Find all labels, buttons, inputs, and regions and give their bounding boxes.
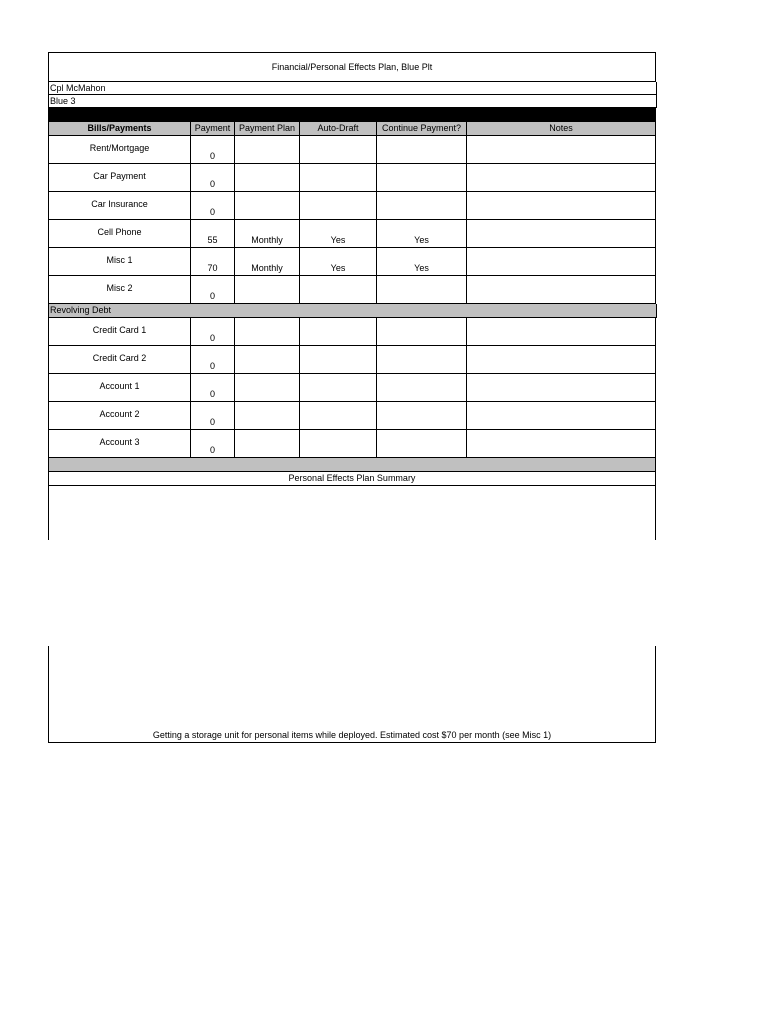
continue-payment-text: Yes [414, 263, 429, 273]
payment-cell[interactable] [191, 164, 235, 191]
gray-separator-row [48, 458, 656, 472]
revolving-debt-section[interactable] [48, 304, 657, 318]
payment-cell[interactable] [191, 346, 235, 373]
continue-payment-cell[interactable] [377, 402, 467, 429]
payment-plan-cell[interactable] [235, 136, 300, 163]
auto-draft-cell[interactable] [300, 220, 377, 247]
bill-label-text: Account 3 [99, 437, 140, 447]
header-auto-draft[interactable]: Auto-Draft [300, 122, 377, 135]
continue-payment-cell[interactable] [377, 374, 467, 401]
table-row [48, 374, 656, 402]
header-payment-plan[interactable]: Payment Plan [235, 122, 300, 135]
plan-sheet [48, 52, 656, 540]
table-row [48, 402, 656, 430]
table-row [48, 192, 656, 220]
payment-text: 0 [209, 417, 215, 427]
payment-text: 0 [209, 207, 215, 217]
table-row [48, 430, 656, 458]
payment-cell[interactable] [191, 136, 235, 163]
continue-payment-cell[interactable] [377, 192, 467, 219]
bill-label-cell[interactable] [49, 164, 191, 191]
bill-label-text: Misc 2 [106, 283, 133, 293]
summary-title-cell[interactable] [48, 472, 656, 486]
notes-cell[interactable] [467, 276, 655, 303]
table-row [48, 164, 656, 192]
payment-plan-cell[interactable] [235, 430, 300, 457]
bill-label-text: Account 1 [99, 381, 140, 391]
payment-plan-cell[interactable] [235, 402, 300, 429]
payment-plan-cell[interactable] [235, 374, 300, 401]
payment-text: 0 [209, 361, 215, 371]
payment-cell[interactable] [191, 220, 235, 247]
payment-cell[interactable] [191, 402, 235, 429]
payment-plan-cell[interactable] [235, 192, 300, 219]
continue-payment-cell[interactable] [377, 164, 467, 191]
auto-draft-cell[interactable] [300, 164, 377, 191]
payment-plan-text: Monthly [251, 235, 283, 245]
notes-cell[interactable] [467, 402, 655, 429]
marine-name: Cpl McMahon [50, 83, 106, 93]
notes-cell[interactable] [467, 164, 655, 191]
payment-plan-text: Monthly [251, 263, 283, 273]
payment-text: 70 [207, 263, 218, 273]
summary-box-top[interactable] [48, 486, 656, 540]
unit-name: Blue 3 [50, 96, 76, 106]
table-row [48, 346, 656, 374]
payment-text: 0 [209, 389, 215, 399]
header-notes[interactable]: Notes [549, 123, 573, 133]
table-row [48, 318, 656, 346]
auto-draft-text: Yes [330, 235, 346, 245]
auto-draft-text: Yes [330, 263, 346, 273]
notes-cell[interactable] [467, 430, 655, 457]
auto-draft-cell[interactable] [300, 248, 377, 275]
auto-draft-cell[interactable] [300, 276, 377, 303]
name-cell[interactable] [48, 82, 657, 95]
payment-cell[interactable] [191, 276, 235, 303]
bill-label-text: Misc 1 [106, 255, 133, 265]
bill-label-cell[interactable] [49, 318, 191, 345]
continue-payment-cell[interactable] [377, 430, 467, 457]
bill-label-cell[interactable] [49, 136, 191, 163]
payment-cell[interactable] [191, 374, 235, 401]
bill-label-text: Credit Card 1 [92, 325, 147, 335]
continue-payment-cell[interactable] [377, 346, 467, 373]
bill-label-cell[interactable] [49, 430, 191, 457]
payment-cell[interactable] [191, 192, 235, 219]
table-row [48, 276, 656, 304]
revolving-debt-label: Revolving Debt [50, 305, 112, 315]
sheet-title: Financial/Personal Effects Plan, Blue Plt [271, 62, 433, 72]
payment-text: 0 [209, 333, 215, 343]
payment-text: 0 [209, 445, 215, 455]
payment-cell[interactable] [191, 248, 235, 275]
auto-draft-cell[interactable] [300, 192, 377, 219]
payment-cell[interactable] [191, 318, 235, 345]
bill-label-text: Car Insurance [91, 199, 148, 209]
summary-box-bottom[interactable] [48, 646, 656, 743]
bill-label-text: Rent/Mortgage [89, 143, 150, 153]
table-row [48, 220, 656, 248]
header-continue-payment[interactable]: Continue Payment? [377, 122, 467, 135]
bill-label-text: Credit Card 2 [92, 353, 147, 363]
auto-draft-cell[interactable] [300, 136, 377, 163]
auto-draft-cell[interactable] [300, 402, 377, 429]
bill-label-cell[interactable] [49, 276, 191, 303]
payment-text: 0 [209, 179, 215, 189]
bill-label-cell[interactable] [49, 374, 191, 401]
auto-draft-cell[interactable] [300, 374, 377, 401]
continue-payment-text: Yes [414, 235, 429, 245]
continue-payment-cell[interactable] [377, 248, 467, 275]
payment-text: 0 [209, 291, 215, 301]
payment-plan-cell[interactable] [235, 164, 300, 191]
payment-cell[interactable] [191, 430, 235, 457]
notes-cell[interactable] [467, 192, 655, 219]
summary-text: Getting a storage unit for personal items while deployed. Estimated cost $70 per month (see Misc 1) [152, 730, 552, 740]
continue-payment-cell[interactable] [377, 220, 467, 247]
notes-cell[interactable] [467, 346, 655, 373]
bill-label-cell[interactable] [49, 248, 191, 275]
header-bills[interactable]: Bills/Payments [49, 122, 191, 135]
bill-label-text: Car Payment [93, 171, 146, 181]
payment-text: 55 [207, 235, 218, 245]
table-header-row [48, 122, 656, 136]
bill-label-cell[interactable] [49, 192, 191, 219]
bill-label-cell[interactable] [49, 346, 191, 373]
continue-payment-cell[interactable] [377, 276, 467, 303]
notes-cell[interactable] [467, 136, 655, 163]
notes-cell[interactable] [467, 318, 655, 345]
continue-payment-cell[interactable] [377, 136, 467, 163]
bill-label-text: Cell Phone [97, 227, 142, 237]
payment-plan-cell[interactable] [235, 318, 300, 345]
payment-plan-cell[interactable] [235, 248, 300, 275]
payment-plan-cell[interactable] [235, 346, 300, 373]
revolving-table-body [48, 318, 656, 458]
payment-plan-cell[interactable] [235, 220, 300, 247]
black-divider-bar [48, 108, 656, 122]
table-row [48, 136, 656, 164]
sheet-title-cell[interactable] [48, 52, 656, 82]
bills-table-body [48, 136, 656, 304]
bill-label-text: Account 2 [99, 409, 140, 419]
notes-cell[interactable] [467, 220, 655, 247]
payment-text: 0 [209, 151, 215, 161]
continue-payment-cell[interactable] [377, 318, 467, 345]
payment-plan-cell[interactable] [235, 276, 300, 303]
summary-title: Personal Effects Plan Summary [288, 473, 416, 483]
notes-cell[interactable] [467, 248, 655, 275]
header-payment[interactable]: Payment [191, 122, 235, 135]
auto-draft-cell[interactable] [300, 430, 377, 457]
unit-cell[interactable] [48, 95, 657, 108]
auto-draft-cell[interactable] [300, 346, 377, 373]
table-row [48, 248, 656, 276]
auto-draft-cell[interactable] [300, 318, 377, 345]
notes-cell[interactable] [467, 374, 655, 401]
bill-label-cell[interactable] [49, 220, 191, 247]
bill-label-cell[interactable] [49, 402, 191, 429]
